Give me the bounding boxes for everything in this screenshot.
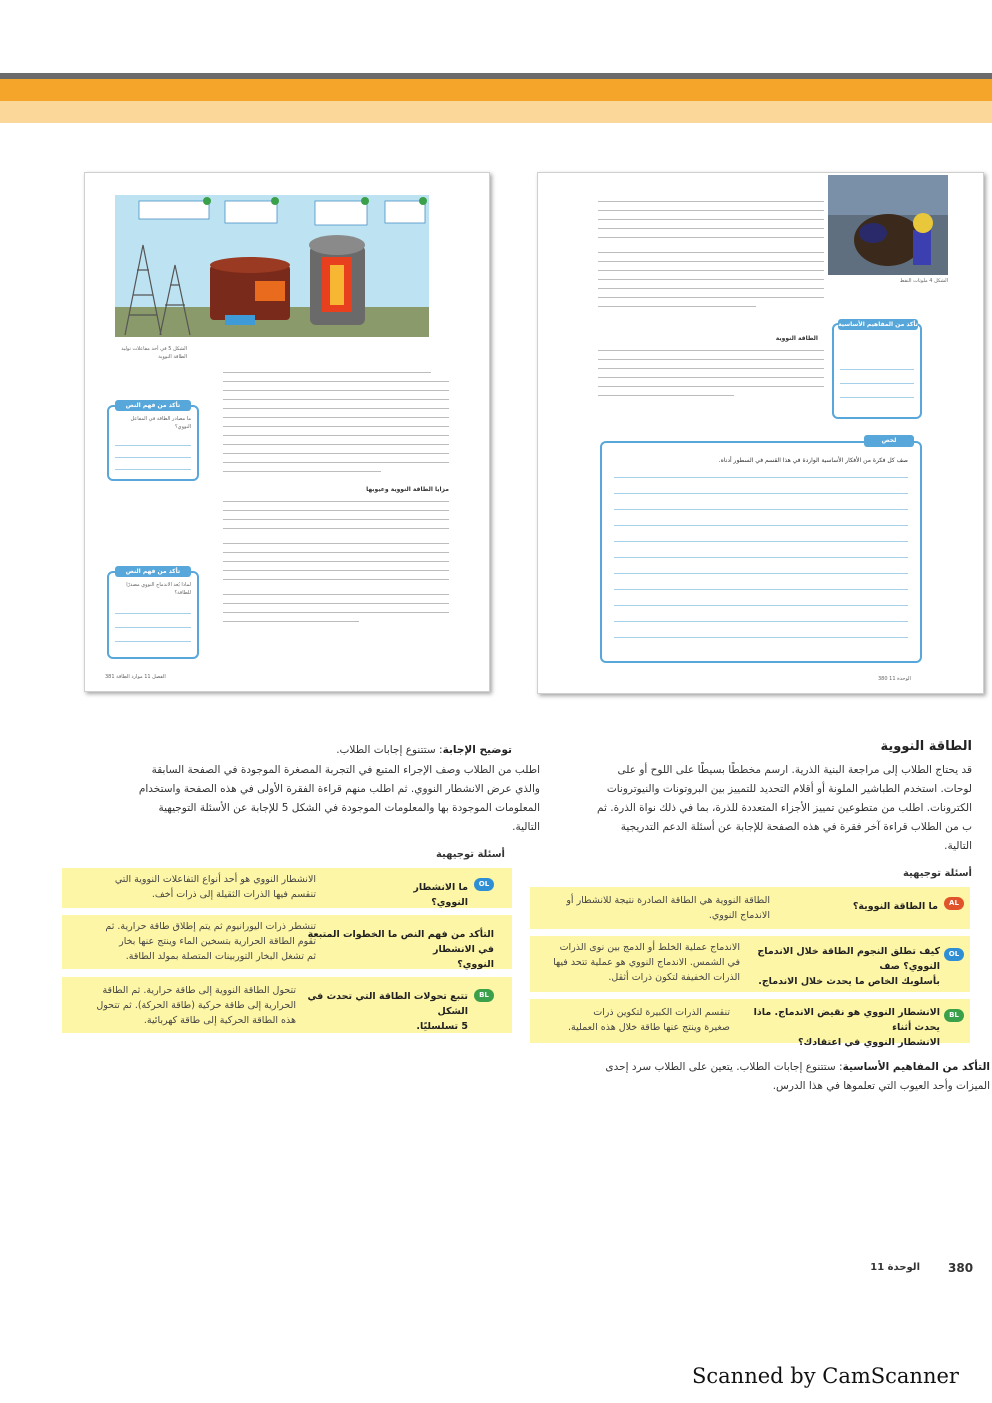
question-box-ol	[530, 936, 970, 992]
check-understanding-box-1	[107, 402, 199, 481]
paragraph-line: ب من الطلاب قراءة آخر فقرة في هذه الصفحة للإجابة عن أسئلة الدعم التدريجية	[620, 821, 972, 833]
key-concepts-check	[560, 1058, 990, 1096]
question-line: الانشطار النووي هو نقيض الاندماج. ماذا يحدث أثناء	[753, 1007, 940, 1033]
answer-bl	[540, 1005, 730, 1035]
badge-al: AL	[944, 897, 964, 910]
answer-ol-left	[76, 872, 316, 902]
check-box-1-title: تأكد من فهم النص	[115, 400, 191, 411]
badge-bl-left: BL	[474, 989, 494, 1002]
answer-steps-left	[76, 919, 316, 964]
header-orange-band	[0, 79, 992, 101]
key-concepts-label: التأكد من المفاهيم الأساسية	[842, 1061, 990, 1073]
answer-explanation-label: توضيح الإجابة	[442, 744, 512, 756]
summary-box	[600, 437, 922, 663]
photo-caption: الشكل 4 ملوثات النفط	[899, 278, 948, 284]
camscanner-watermark: Scanned by CamScanner	[692, 1364, 959, 1388]
key-concepts-text-2: الميزات وأحد العيوب التي تعلموها في هذا الدرس.	[772, 1080, 990, 1092]
check-box-1-question: ما مصادر الطاقة في المفاعل النووي؟	[130, 416, 191, 430]
question-bl-left	[298, 989, 468, 1034]
answer-line: تتحول الطاقة النووية إلى طاقة حرارية. ثم الطاقة	[102, 985, 296, 996]
answer-line: تنقسم فيها الذرات الثقيلة إلى ذرات أخف.	[151, 889, 316, 900]
answer-line: ثم تشغل البخار التوربينات المتصلة بمولد الطاقة.	[125, 951, 316, 962]
left-page-text-block-2	[223, 501, 449, 622]
badge-bl: BL	[944, 1009, 964, 1022]
question-ol	[740, 944, 940, 989]
paragraph-line: المعلومات الموجودة بها والمعلومات الموجودة في الشكل 5 للإجابة عن الأسئلة التوجيهية	[158, 802, 540, 814]
reactor-figure	[115, 195, 429, 337]
answer-line: الحرارية إلى طاقة حركية (طاقة الحركة). ثم تتحول	[96, 1000, 296, 1011]
page-number: 380	[948, 1261, 974, 1275]
answer-line: هذه الطاقة الحركية إلى طاقة كهربائية.	[143, 1015, 296, 1026]
question-box-bl-left	[62, 977, 512, 1033]
check-box-2-title: تأكد من فهم النص	[115, 566, 191, 577]
answer-line: صغيرة وينتج عنها طاقة خلال هذه العملية.	[567, 1022, 730, 1033]
guided-questions-heading-left: أسئلة توجيهية	[435, 849, 505, 860]
question-al: ما الطاقة النووية؟	[852, 901, 938, 912]
right-page-footer: الوحدة 11 380	[878, 676, 911, 682]
key-concepts-text: : ستتنوع إجابات الطلاب. يتعين على الطلاب سرد إحدى	[605, 1061, 843, 1073]
right-page-text-block-2	[598, 350, 824, 396]
fission-paragraph	[60, 761, 540, 837]
question-line: 5 تسلسليًا.	[416, 1021, 468, 1032]
question-box-al	[530, 887, 970, 929]
concept-check-box	[832, 323, 922, 419]
paragraph-line: قد يحتاج الطلاب إلى مراجعة البنية الذرية. ارسم مخططًا بسيطًا على اللوح أو على	[617, 764, 972, 776]
question-box-bl	[530, 999, 970, 1048]
summary-prompt: صف كل فكرة من الأفكار الأساسية الواردة في هذا القسم في السطور أدناه.	[718, 457, 908, 464]
nuclear-energy-title: الطاقة النووية	[880, 739, 972, 754]
badge-ol: OL	[944, 948, 964, 961]
answer-line: الانشطار النووي هو أحد أنواع التفاعلات النووية التي	[114, 874, 316, 885]
paragraph-line: لوحات. استخدم الطباشير الملونة أو أقلام التحديد للتمييز بين البروتونات والنيوترونات	[606, 783, 972, 795]
paragraph-line: التالية.	[944, 840, 972, 852]
left-page-footer: الفصل 11 موارد الطاقة 381	[105, 674, 166, 680]
right-page-section-heading: الطاقة النووية	[775, 335, 818, 342]
question-line: كيف تطلق النجوم الطاقة خلال الاندماج النووي؟ صف	[757, 946, 940, 972]
question-line: النووي؟	[457, 959, 494, 970]
guided-questions-heading-right: أسئلة توجيهية	[902, 868, 972, 879]
oil-photo	[828, 175, 948, 275]
unit-label: الوحدة 11	[870, 1262, 920, 1273]
question-box-ol-left	[62, 868, 512, 908]
left-page-section-heading: مزايا الطاقة النووية وعيوبها	[366, 486, 449, 493]
answer-explanation	[300, 741, 512, 760]
figure-caption: الشكل 5 في أحد مفاعلات توليد الطاقة النووية	[121, 346, 187, 360]
concept-check-tab: تأكد من المفاهيم الأساسية	[838, 321, 918, 328]
paragraph-line: الكترونات. اطلب من متطوعين تمييز الأجزاء المتعددة للذرة، بما في ذلك نواة الذرة. ثم	[597, 802, 972, 814]
question-line: التأكد من فهم النص ما الخطوات المتبعة في الانشطار	[307, 929, 494, 955]
nuclear-energy-paragraph	[540, 761, 972, 856]
answer-ol	[540, 940, 740, 985]
answer-line: الذرات الخفيفة لتكون ذرات أثقل.	[608, 972, 740, 983]
answer-line: الاندماج عملية الخلط أو الدمج بين نوى الذرات	[559, 942, 740, 953]
answer-line: في الشمس. الاندماج النووي هو عملية تتحد فيها	[553, 957, 740, 968]
left-page-thumbnail	[84, 172, 490, 692]
question-ol-left: ما الانشطار النووي؟	[413, 882, 468, 908]
badge-ol-left: OL	[474, 878, 494, 891]
answer-line: تقوم الطاقة الحرارية بتسخين الماء وينتج عنها بخار	[119, 936, 316, 947]
answer-line: الاندماج النووي.	[708, 910, 770, 921]
question-box-steps-left	[62, 915, 512, 969]
question-line: تتبع تحولات الطاقة التي تحدث في الشكل	[307, 991, 468, 1017]
question-steps-left	[294, 927, 494, 972]
answer-al	[540, 893, 770, 923]
check-understanding-box-2	[107, 568, 199, 659]
left-page-text-block-1	[223, 368, 449, 472]
summary-tab: لخص	[864, 435, 914, 447]
check-box-2-question: لماذا يُعد الاندماج النووي مصدرًا للطاقة؟	[126, 582, 191, 596]
answer-bl-left	[76, 983, 296, 1028]
paragraph-line: والذي عرض الانشطار النووي. ثم اطلب منهم قراءة الفقرة الأولى في هذه الصفحة واستخدام	[138, 783, 540, 795]
question-line: بأسلوبك الخاص ما يحدث خلال الاندماج.	[758, 976, 940, 987]
right-page-thumbnail	[537, 172, 984, 694]
paragraph-line: اطلب من الطلاب وصف الإجراء المتبع في التجربة المصغرة الموجودة في الصفحة السابقة	[151, 764, 540, 776]
right-page-text-block-1	[598, 201, 824, 307]
question-bl	[730, 1005, 940, 1050]
question-line: الانشطار النووي في اعتقادك؟	[798, 1037, 940, 1048]
answer-explanation-text: : ستتنوع إجابات الطلاب.	[336, 744, 443, 756]
answer-line: الطاقة النووية هي الطاقة الصادرة نتيجة للانشطار أو	[566, 895, 770, 906]
answer-line: تنقسم الذرات الكبيرة لتكوين ذرات	[593, 1007, 730, 1018]
answer-line: تنشطر ذرات اليورانيوم ثم يتم إطلاق طاقة حرارية. ثم	[105, 921, 316, 932]
paragraph-line: التالية.	[512, 821, 540, 833]
header-light-band	[0, 101, 992, 123]
